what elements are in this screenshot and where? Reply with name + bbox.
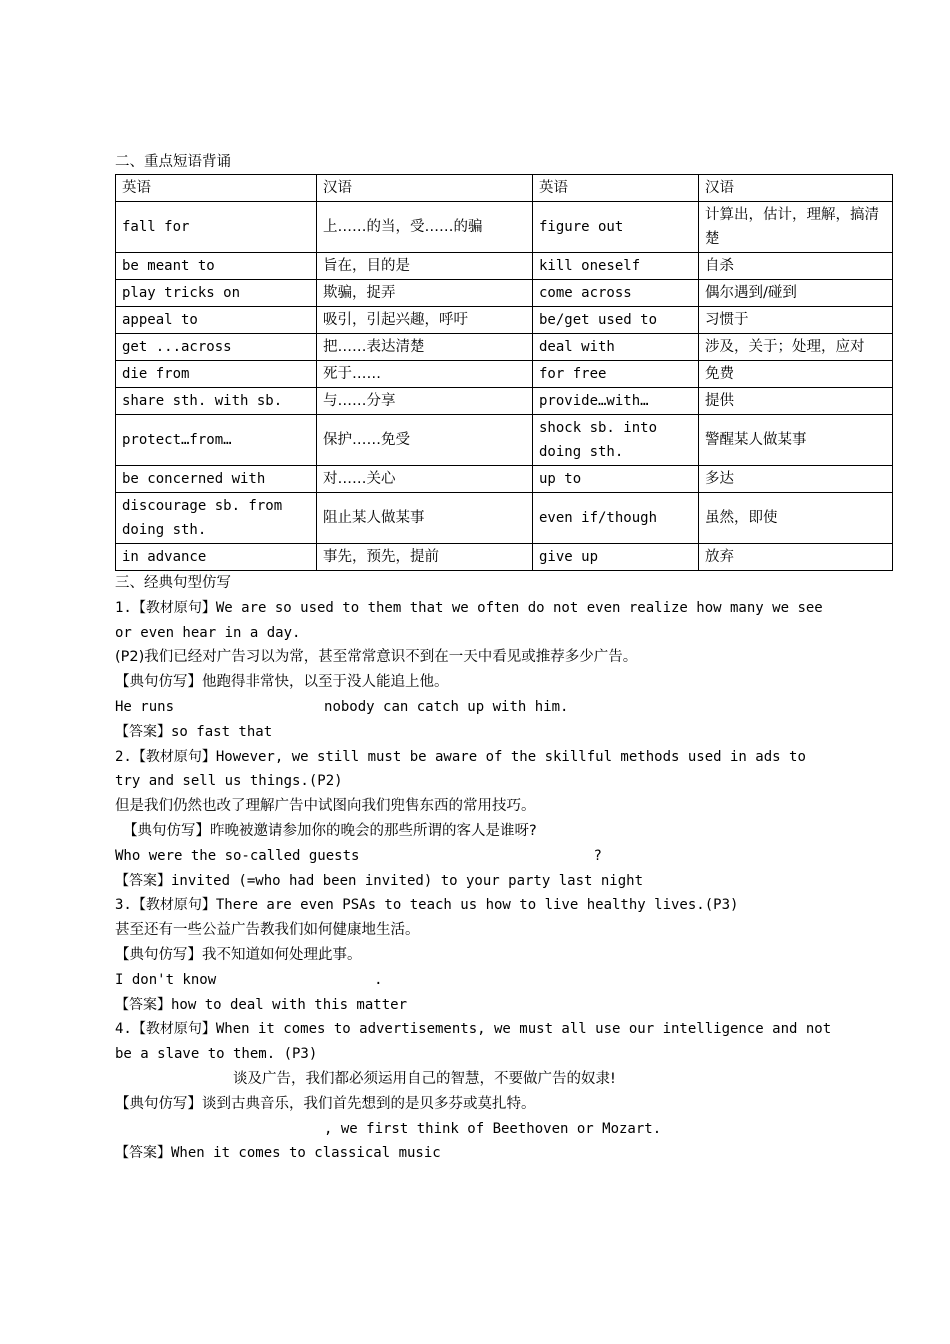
table-row	[116, 334, 893, 361]
english-phrase-cell: kill oneself	[533, 253, 699, 280]
chinese-meaning-cell: 事先，预先，提前	[317, 544, 533, 571]
english-phrase-cell: deal with	[533, 334, 699, 361]
english-phrase-cell: shock sb. into doing sth.	[533, 415, 699, 466]
chinese-meaning-cell: 吸引，引起兴趣，呼吁	[317, 307, 533, 334]
item-4-original-line-2: be a slave to them. (P3)	[115, 1046, 318, 1063]
item-3-fill-blank	[115, 968, 895, 993]
item-1-answer: 【答案】so fast that	[115, 723, 273, 740]
english-phrase-cell: provide…with…	[533, 388, 699, 415]
item-2-original-line-2: try and sell us things.(P2)	[115, 773, 343, 790]
chinese-meaning-cell: 多达	[699, 466, 893, 493]
chinese-meaning-cell: 对……关心	[317, 466, 533, 493]
chinese-meaning-cell: 欺骗，捉弄	[317, 280, 533, 307]
chinese-meaning-cell: 偶尔遇到/碰到	[699, 280, 893, 307]
chinese-meaning-cell: 上……的当，受……的骗	[317, 202, 533, 253]
item-1-original-line-1: 1.【教材原句】We are so used to them that we often do not even realize how many we see	[115, 599, 823, 616]
item-1-original-line-2: or even hear in a day.	[115, 624, 301, 641]
item-4-translation: 谈及广告，我们都必须运用自己的智慧，不要做广告的奴隶!	[233, 1070, 616, 1087]
english-phrase-cell: discourage sb. from doing sth.	[116, 493, 317, 544]
blank-prefix: He runs	[115, 698, 175, 715]
english-phrase-cell: protect…from…	[116, 415, 317, 466]
chinese-meaning-cell: 阻止某人做某事	[317, 493, 533, 544]
blank-suffix: .	[374, 971, 383, 988]
table-row	[116, 493, 893, 544]
english-phrase-cell: up to	[533, 466, 699, 493]
header-cell: 英语	[116, 175, 317, 202]
item-2-fill-blank	[115, 844, 895, 869]
item-1-fill-blank	[115, 695, 895, 720]
document-page	[115, 150, 895, 1166]
item-3-answer: 【答案】how to deal with this matter	[115, 996, 408, 1013]
phrase-table	[115, 174, 893, 571]
item-4-answer: 【答案】When it comes to classical music	[115, 1145, 441, 1162]
english-phrase-cell: fall for	[116, 202, 317, 253]
english-phrase-cell: give up	[533, 544, 699, 571]
item-2-original-line-1: 2.【教材原句】However, we still must be aware of the skillful methods used in ads to	[115, 748, 806, 765]
blank-suffix: nobody can catch up with him.	[324, 698, 569, 715]
english-phrase-cell: be meant to	[116, 253, 317, 280]
table-row	[116, 307, 893, 334]
english-phrase-cell: play tricks on	[116, 280, 317, 307]
table-row	[116, 415, 893, 466]
english-phrase-cell: share sth. with sb.	[116, 388, 317, 415]
section-2-heading: 二、重点短语背诵	[115, 154, 231, 170]
item-3-original: 3.【教材原句】There are even PSAs to teach us how to live healthy lives.(P3)	[115, 897, 739, 914]
chinese-meaning-cell: 计算出，估计，理解，搞清楚	[699, 202, 893, 253]
english-phrase-cell: be/get used to	[533, 307, 699, 334]
blank-suffix: ?	[593, 847, 602, 864]
table-row	[116, 202, 893, 253]
table-row	[116, 544, 893, 571]
item-4-fill-blank: , we first think of Beethoven or Mozart.	[324, 1120, 662, 1137]
english-phrase-cell: die from	[116, 361, 317, 388]
chinese-meaning-cell: 提供	[699, 388, 893, 415]
phrase-table-body	[116, 175, 893, 571]
header-cell: 汉语	[699, 175, 893, 202]
header-cell: 英语	[533, 175, 699, 202]
chinese-meaning-cell: 把……表达清楚	[317, 334, 533, 361]
item-3-imitation-prompt: 【典句仿写】我不知道如何处理此事。	[115, 946, 362, 963]
table-row	[116, 280, 893, 307]
english-phrase-cell: be concerned with	[116, 466, 317, 493]
chinese-meaning-cell: 习惯于	[699, 307, 893, 334]
english-phrase-cell: come across	[533, 280, 699, 307]
english-phrase-cell: get ...across	[116, 334, 317, 361]
section-3-heading: 三、经典句型仿写	[115, 575, 231, 591]
table-row	[116, 361, 893, 388]
chinese-meaning-cell: 放弃	[699, 544, 893, 571]
blank-prefix: I don't know	[115, 971, 217, 988]
chinese-meaning-cell: 警醒某人做某事	[699, 415, 893, 466]
item-1-translation: (P2)我们已经对广告习以为常，甚至常常意识不到在一天中看见或推荐多少广告。	[115, 649, 638, 666]
item-3-translation: 甚至还有一些公益广告教我们如何健康地生活。	[115, 922, 420, 939]
chinese-meaning-cell: 免费	[699, 361, 893, 388]
table-row	[116, 388, 893, 415]
chinese-meaning-cell: 虽然，即使	[699, 493, 893, 544]
english-phrase-cell: figure out	[533, 202, 699, 253]
chinese-meaning-cell: 死于……	[317, 361, 533, 388]
chinese-meaning-cell: 涉及，关于；处理，应对	[699, 334, 893, 361]
table-row	[116, 253, 893, 280]
chinese-meaning-cell: 与……分享	[317, 388, 533, 415]
chinese-meaning-cell: 保护……免受	[317, 415, 533, 466]
chinese-meaning-cell: 自杀	[699, 253, 893, 280]
item-4-imitation-prompt: 【典句仿写】谈到古典音乐，我们首先想到的是贝多芬或莫扎特。	[115, 1095, 536, 1112]
item-4-original-line-1: 4.【教材原句】When it comes to advertisements, we must all use our intelligence and not	[115, 1021, 832, 1038]
item-1-imitation-prompt: 【典句仿写】他跑得非常快，以至于没人能追上他。	[115, 674, 449, 691]
english-phrase-cell: for free	[533, 361, 699, 388]
header-cell: 汉语	[317, 175, 533, 202]
english-phrase-cell: even if/though	[533, 493, 699, 544]
table-row	[116, 466, 893, 493]
blank-prefix: Who were the so-called guests	[115, 847, 360, 864]
chinese-meaning-cell: 旨在，目的是	[317, 253, 533, 280]
item-2-translation: 但是我们仍然也改了理解广告中试图向我们兜售东西的常用技巧。	[115, 798, 536, 815]
item-2-imitation-prompt: 【典句仿写】昨晚被邀请参加你的晚会的那些所谓的客人是谁呀?	[123, 822, 537, 839]
english-phrase-cell: in advance	[116, 544, 317, 571]
english-phrase-cell: appeal to	[116, 307, 317, 334]
table-header-row	[116, 175, 893, 202]
item-2-answer: 【答案】invited (=who had been invited) to your party last night	[115, 872, 644, 889]
